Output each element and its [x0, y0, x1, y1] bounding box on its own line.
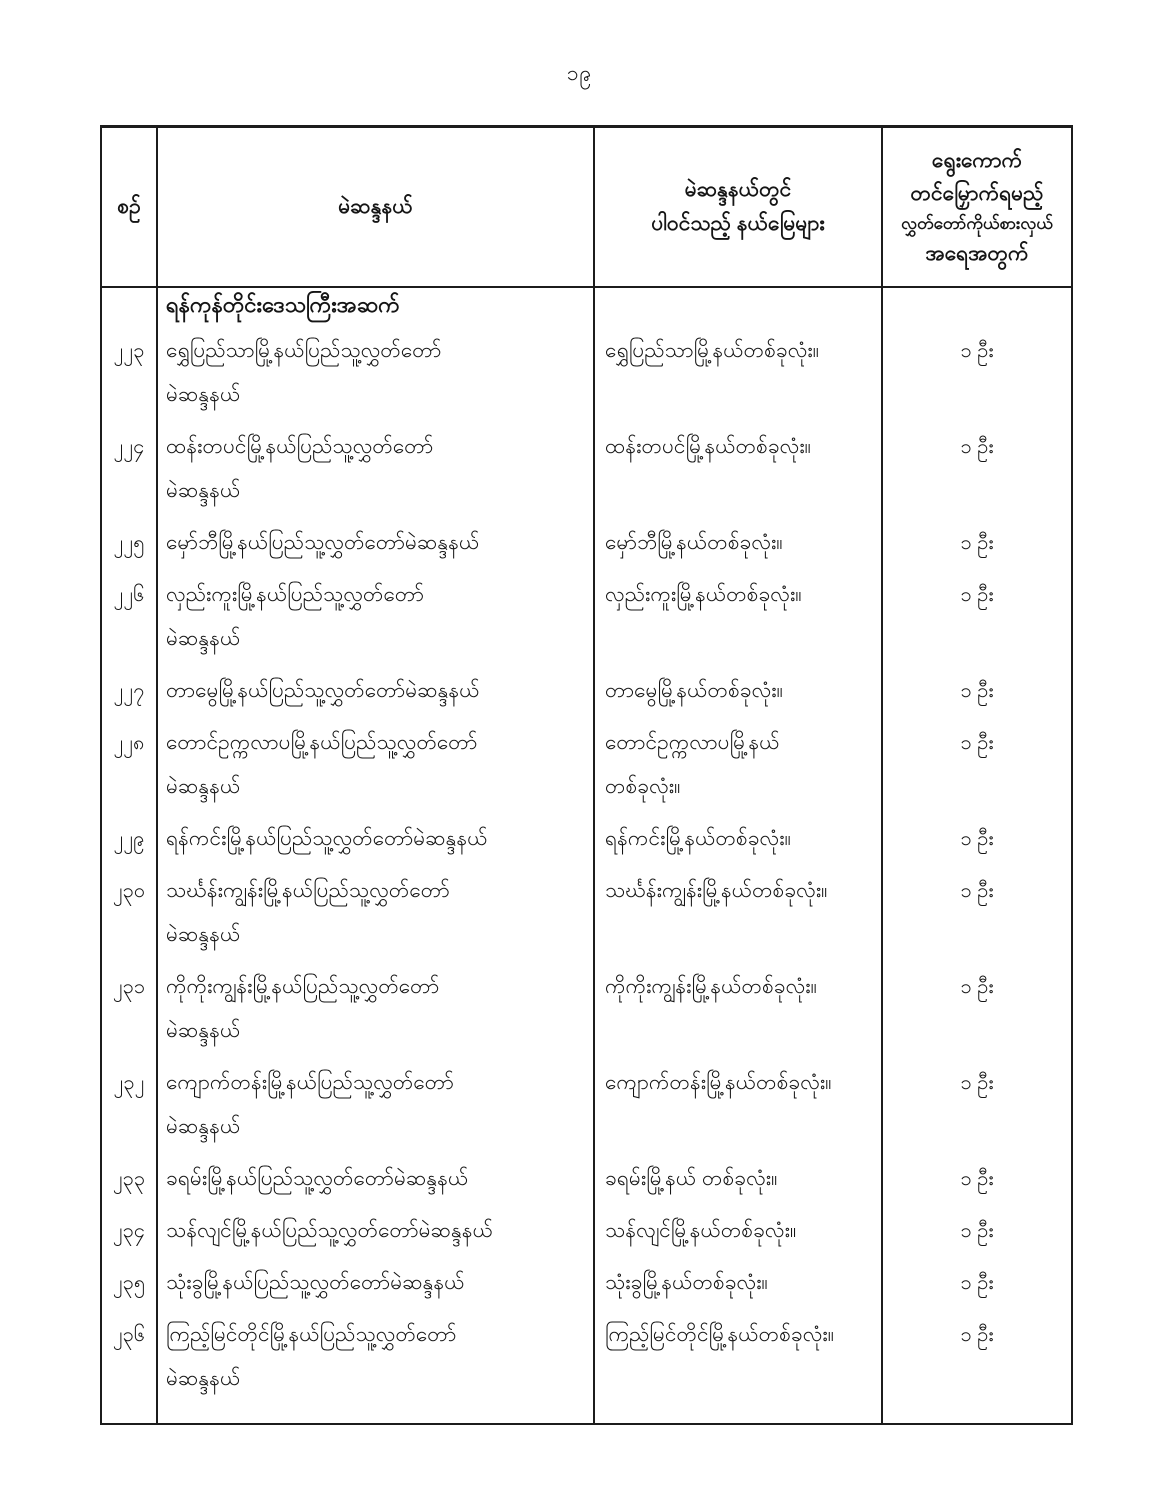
row-constituency [158, 1153, 595, 1205]
row-representatives: ၁ ဦး [960, 340, 994, 362]
row-representatives: ၁ ဦး [960, 1324, 994, 1346]
row-serial: ၂၂၃ [102, 325, 158, 421]
table-row [102, 813, 1071, 865]
row-serial: ၂၃၂ [102, 1057, 158, 1153]
text-line: မဲဆန္ဒနယ် [166, 627, 241, 650]
row-serial: ၂၂၈ [102, 717, 158, 813]
row-serial: ၂၃၁ [102, 961, 158, 1057]
table-row [102, 1205, 1071, 1257]
row-representatives: ၁ ဦး [960, 732, 994, 754]
section-header-row [102, 288, 1071, 325]
row-serial: ၂၃၆ [102, 1309, 158, 1405]
text-line: မဲဆန္ဒနယ် [166, 383, 241, 406]
row-constituency [158, 813, 595, 865]
row-representatives: ၁ ဦး [960, 1272, 994, 1294]
text-line: တာမွေမြို့နယ်ပြည်သူ့လွှတ်တော်မဲဆန္ဒနယ် [166, 679, 480, 702]
row-constituency [158, 325, 595, 421]
row-representatives: ၁ ဦး [960, 1220, 994, 1242]
header-line: မဲဆန္ဒနယ်တွင် [684, 178, 792, 202]
text-line: ရန်ကင်းမြို့နယ်တစ်ခုလုံး။ [605, 827, 791, 850]
row-areas [595, 813, 883, 865]
row-constituency [158, 665, 595, 717]
text-line: ထန်းတပင်မြို့နယ်ပြည်သူ့လွှတ်တော် [166, 435, 434, 458]
row-constituency [158, 961, 595, 1057]
text-line: မှော်ဘီမြို့နယ်တစ်ခုလုံး။ [605, 531, 783, 554]
row-representatives: ၁ ဦး [960, 1168, 994, 1190]
row-constituency [158, 1257, 595, 1309]
header-line: တင်မြှောက်ရမည့် [910, 182, 1044, 206]
table-header-row [102, 128, 1071, 288]
text-line: သန်လျင်မြို့နယ်တစ်ခုလုံး။ [605, 1219, 797, 1242]
section-areas-cell [595, 288, 883, 325]
row-serial: ၂၃၃ [102, 1153, 158, 1205]
row-serial: ၂၂၅ [102, 517, 158, 569]
row-representatives: ၁ ဦး [960, 532, 994, 554]
text-line: ရွှေပြည်သာမြို့နယ်ပြည်သူ့လွှတ်တော် [166, 339, 442, 362]
row-constituency [158, 421, 595, 517]
text-line: ကြည့်မြင်တိုင်မြို့နယ်တစ်ခုလုံး။ [605, 1323, 835, 1346]
text-line: မဲဆန္ဒနယ် [166, 775, 241, 798]
text-line: ထန်းတပင်မြို့နယ်တစ်ခုလုံး။ [605, 435, 812, 458]
header-col-representatives [883, 128, 1071, 286]
table-row [102, 421, 1071, 517]
text-line: ခရမ်းမြို့နယ်ပြည်သူ့လွှတ်တော်မဲဆန္ဒနယ် [166, 1167, 469, 1190]
page-number: ၁၉ [566, 62, 593, 85]
header-col-areas [595, 128, 883, 286]
row-representatives: ၁ ဦး [960, 436, 994, 458]
text-line: ရန်ကင်းမြို့နယ်ပြည်သူ့လွှတ်တော်မဲဆန္ဒနယ် [166, 827, 488, 850]
row-serial: ၂၃၅ [102, 1257, 158, 1309]
table-filler-row [102, 1405, 1071, 1423]
text-line: မဲဆန္ဒနယ် [166, 479, 241, 502]
row-representatives: ၁ ဦး [960, 976, 994, 998]
text-line: ရွှေပြည်သာမြို့နယ်တစ်ခုလုံး။ [605, 339, 820, 362]
text-line: မဲဆန္ဒနယ် [166, 1115, 241, 1138]
table-row [102, 569, 1071, 665]
text-line: သုံးခွမြို့နယ်တစ်ခုလုံး။ [605, 1271, 768, 1294]
header-line: ပါဝင်သည့် နယ်မြေများ [651, 212, 825, 235]
text-line: ကိုကိုးကျွန်းမြို့နယ်ပြည်သူ့လွှတ်တော် [166, 975, 440, 998]
row-areas [595, 865, 883, 961]
text-line: တစ်ခုလုံး။ [605, 775, 681, 798]
text-line: လှည်းကူးမြို့နယ်ပြည်သူ့လွှတ်တော် [166, 583, 424, 606]
table-row [102, 1153, 1071, 1205]
text-line: လှည်းကူးမြို့နယ်တစ်ခုလုံး။ [605, 583, 802, 606]
row-serial: ၂၃၀ [102, 865, 158, 961]
table-row [102, 517, 1071, 569]
row-serial: ၂၃၄ [102, 1205, 158, 1257]
row-areas [595, 1057, 883, 1153]
header-line: အရေအတွက် [925, 241, 1029, 265]
row-constituency [158, 569, 595, 665]
table-row [102, 961, 1071, 1057]
row-representatives: ၁ ဦး [960, 584, 994, 606]
text-line: ခရမ်းမြို့နယ် တစ်ခုလုံး။ [605, 1167, 778, 1190]
row-representatives: ၁ ဦး [960, 680, 994, 702]
table-row [102, 1057, 1071, 1153]
row-areas [595, 421, 883, 517]
row-constituency [158, 1309, 595, 1405]
text-line: ကိုကိုးကျွန်းမြို့နယ်တစ်ခုလုံး။ [605, 975, 817, 998]
row-representatives: ၁ ဦး [960, 828, 994, 850]
row-representatives: ၁ ဦး [960, 1072, 994, 1094]
text-line: မဲဆန္ဒနယ် [166, 1367, 241, 1390]
table-body [102, 288, 1071, 1423]
table-row [102, 665, 1071, 717]
text-line: မဲဆန္ဒနယ် [166, 923, 241, 946]
row-areas [595, 325, 883, 421]
header-col-constituency: မဲဆန္ဒနယ် [158, 128, 595, 286]
row-constituency [158, 1205, 595, 1257]
header-line: လွှတ်တော်ကိုယ်စားလှယ် [901, 214, 1053, 234]
header-line: ရွေးကောက် [931, 148, 1023, 172]
row-areas [595, 717, 883, 813]
row-serial: ၂၂၄ [102, 421, 158, 517]
text-line: သင်္ဃန်းကျွန်းမြို့နယ်ပြည်သူ့လွှတ်တော် [166, 879, 450, 902]
row-areas [595, 961, 883, 1057]
row-areas [595, 665, 883, 717]
row-serial: ၂၂၇ [102, 665, 158, 717]
section-header: ရန်ကုန်တိုင်းဒေသကြီးအဆက် [158, 288, 595, 325]
text-line: ကြည့်မြင်တိုင်မြို့နယ်ပြည်သူ့လွှတ်တော် [166, 1323, 457, 1346]
row-areas [595, 1205, 883, 1257]
table-row [102, 1257, 1071, 1309]
text-line: တောင်ဥက္ကလာပမြို့နယ်ပြည်သူ့လွှတ်တော် [166, 731, 478, 754]
row-areas [595, 517, 883, 569]
text-line: တောင်ဥက္ကလာပမြို့နယ် [605, 731, 780, 754]
section-reps-cell [883, 288, 1071, 325]
text-line: သင်္ဃန်းကျွန်းမြို့နယ်တစ်ခုလုံး။ [605, 879, 828, 902]
table-row [102, 717, 1071, 813]
table-row [102, 865, 1071, 961]
row-serial: ၂၂၉ [102, 813, 158, 865]
row-constituency [158, 865, 595, 961]
row-serial: ၂၂၆ [102, 569, 158, 665]
row-areas [595, 1257, 883, 1309]
constituency-table [100, 125, 1073, 1425]
text-line: သုံးခွမြို့နယ်ပြည်သူ့လွှတ်တော်မဲဆန္ဒနယ် [166, 1271, 465, 1294]
text-line: တာမွေမြို့နယ်တစ်ခုလုံး။ [605, 679, 783, 702]
header-col-serial: စဉ် [102, 128, 158, 286]
section-serial-cell [102, 288, 158, 325]
row-areas [595, 1309, 883, 1405]
row-constituency [158, 717, 595, 813]
text-line: သန်လျင်မြို့နယ်ပြည်သူ့လွှတ်တော်မဲဆန္ဒနယ် [166, 1219, 493, 1242]
row-constituency [158, 517, 595, 569]
text-line: မှော်ဘီမြို့နယ်ပြည်သူ့လွှတ်တော်မဲဆန္ဒနယ် [166, 531, 480, 554]
table-row [102, 1309, 1071, 1405]
row-areas [595, 1153, 883, 1205]
text-line: ကျောက်တန်းမြို့နယ်ပြည်သူ့လွှတ်တော် [166, 1071, 454, 1094]
row-constituency [158, 1057, 595, 1153]
text-line: မဲဆန္ဒနယ် [166, 1019, 241, 1042]
row-areas [595, 569, 883, 665]
table-row [102, 325, 1071, 421]
row-representatives: ၁ ဦး [960, 880, 994, 902]
text-line: ကျောက်တန်းမြို့နယ်တစ်ခုလုံး။ [605, 1071, 832, 1094]
